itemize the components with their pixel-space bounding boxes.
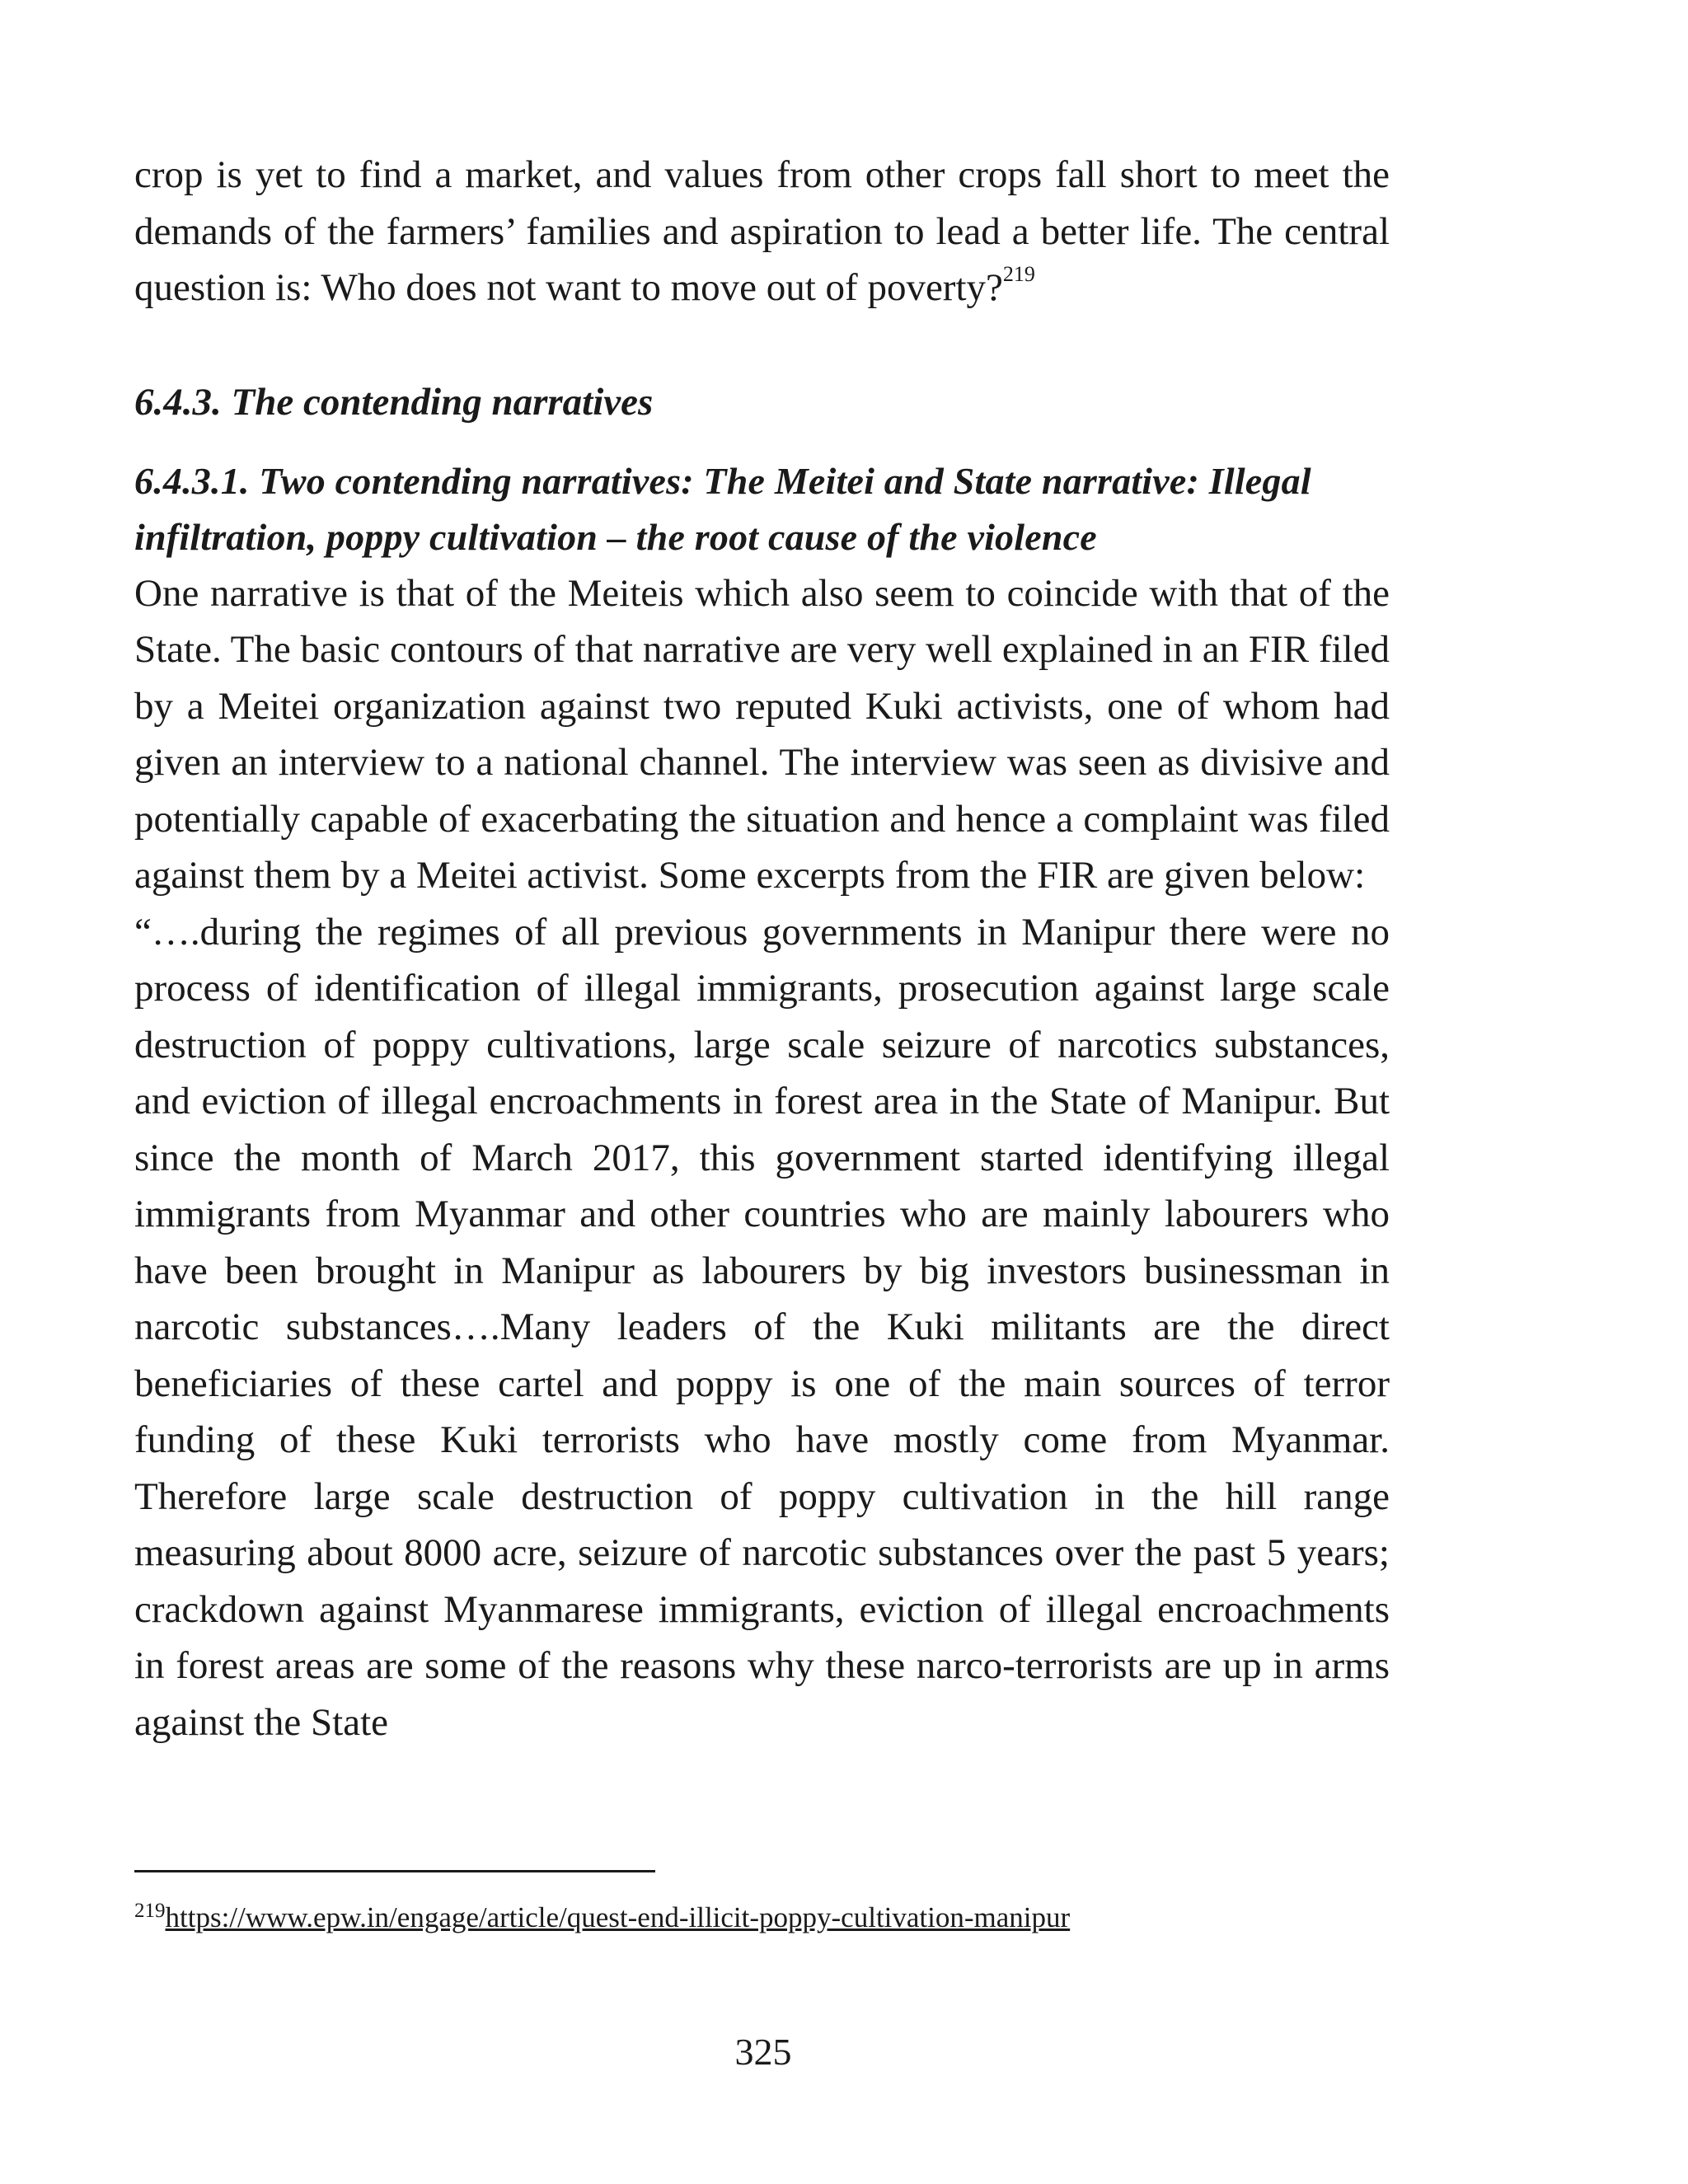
page-number: 325 (734, 2031, 792, 2073)
section-heading-6-4-3-1: 6.4.3.1. Two contending narratives: The Meitei and State narrative: Illegal infiltration, poppy cultivation – the root cause of the violence (134, 459, 1311, 558)
footnote-reference[interactable]: 219 (1002, 262, 1035, 287)
intro-paragraph (134, 147, 1390, 316)
intro-text: crop is yet to find a market, and values from other crops fall short to meet the demands of the farmers’ families and aspiration to lead a better life. The central question is: Who does not want to move out of poverty? (134, 153, 1390, 309)
footnote (134, 1897, 1070, 1942)
page-body (134, 147, 1390, 1750)
body-paragraph: One narrative is that of the Meiteis which also seem to coincide with that of the State. The basic contours of that narrative are very well explained in an FIR filed by a Meitei organization against two reputed Kuki activists, one of whom had given an interview to a national channel. The interview was seen as divisive and potentially capable of exacerbating the situation and hence a complaint was filed against them by a Meitei activist. Some excerpts from the FIR are given below: (134, 571, 1390, 897)
fir-quote-paragraph: “….during the regimes of all previous governments in Manipur there were no process of identification of illegal immigrants, prosecution against large scale destruction of poppy cultivations, large scale seizure of narcotics substances, and eviction of illegal encroachments in forest area in the State of Manipur. But since the month of March 2017, this government started identifying illegal immigrants from Myanmar and other countries who are mainly labourers who have been brought in Manipur as labourers by big investors businessman in narcotic substances….Many leaders of the Kuki militants are the direct beneficiaries of these cartel and poppy is one of the main sources of terror funding of these Kuki terrorists who have mostly come from Myanmar. Therefore large scale destruction of poppy cultivation in the hill range measuring about 8000 acre, seizure of narcotic substances over the past 5 years; crackdown against Myanmarese immigrants, eviction of illegal encroachments in forest areas are some of the reasons why these narco-terrorists are up in arms against the State (134, 910, 1390, 1744)
section-heading-6-4-3: 6.4.3. The contending narratives (134, 380, 654, 424)
footnote-number: 219 (134, 1900, 166, 1922)
footnote-divider (134, 1870, 655, 1872)
footnote-link[interactable]: https://www.epw.in/engage/article/quest-end-illicit-poppy-cultivation-manipur (165, 1901, 1071, 1933)
